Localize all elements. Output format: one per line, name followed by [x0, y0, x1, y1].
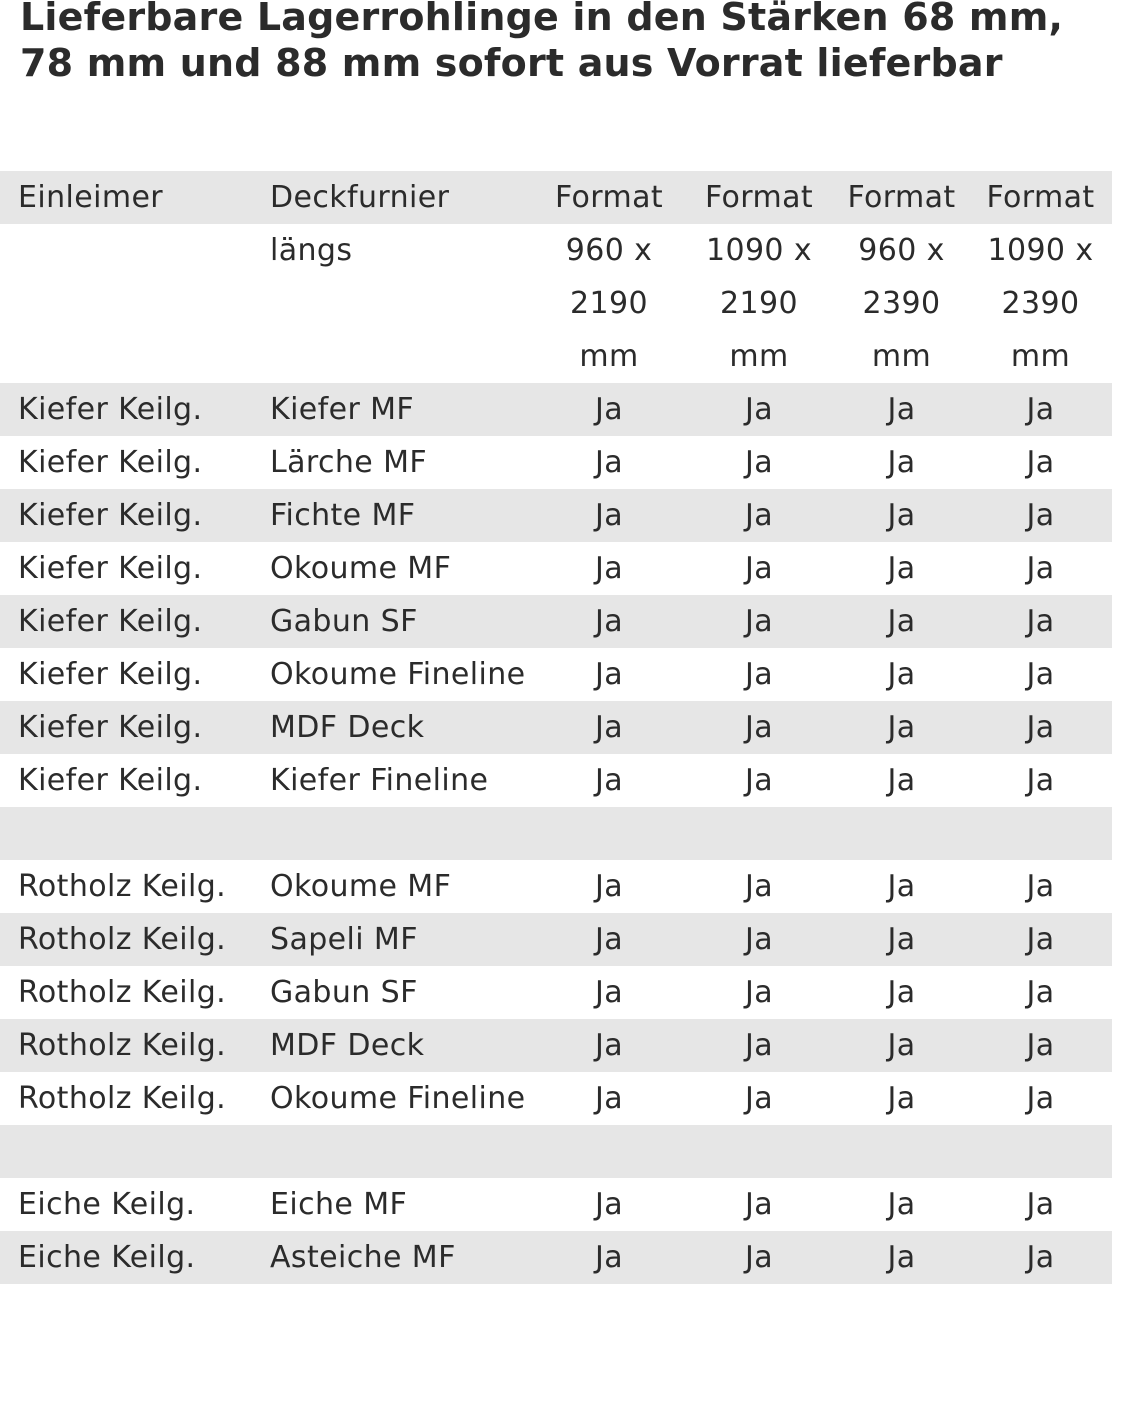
cell-format-2: Ja: [684, 913, 834, 966]
cell-format-3: Ja: [887, 1187, 916, 1222]
cell-format-4: Ja: [1026, 445, 1055, 480]
title-line-1: Lieferbare Lagerrohlinge in den Stärken 68 mm,: [20, 0, 1064, 39]
header-format-1: Format: [534, 171, 684, 224]
cell-format-2: Ja: [684, 1019, 834, 1072]
cell-deckfurnier: Kiefer Fineline: [270, 763, 489, 798]
cell-einleimer: Kiefer Keilg.: [0, 701, 252, 754]
cell-einleimer: Kiefer Keilg.: [0, 595, 252, 648]
cell-format-1: Ja: [534, 701, 684, 754]
cell-deckfurnier: Sapeli MF: [252, 913, 534, 966]
cell-format-1: Ja: [594, 1081, 624, 1116]
cell-deckfurnier: Asteiche MF: [252, 1231, 534, 1284]
cell-deckfurnier: Kiefer MF: [252, 383, 534, 436]
cell-format-2: Ja: [744, 657, 774, 692]
cell-format-2: [684, 1125, 834, 1178]
header-format-4-size: [969, 224, 1112, 383]
cell-deckfurnier: MDF Deck: [252, 701, 534, 754]
cell-einleimer: Rotholz Keilg.: [0, 913, 252, 966]
format-4-height: 2390: [1001, 286, 1080, 321]
table-row: [0, 383, 1112, 436]
cell-format-2: [684, 807, 834, 860]
title-line-2: 78 mm und 88 mm sofort aus Vorrat lieferbar: [20, 41, 1003, 85]
table-row: [0, 1231, 1112, 1284]
table-row: [0, 1019, 1112, 1072]
format-3-height: 2390: [862, 286, 941, 321]
cell-format-4: Ja: [1026, 869, 1055, 904]
format-2-width: 1090 x: [705, 233, 813, 268]
cell-format-4: Ja: [969, 701, 1112, 754]
format-4-width: 1090 x: [987, 233, 1094, 268]
table-row: [0, 648, 1112, 701]
cell-format-3: Ja: [834, 489, 969, 542]
header-format-3: Format: [834, 171, 969, 224]
cell-format-4: Ja: [1026, 551, 1055, 586]
cell-einleimer: Kiefer Keilg.: [18, 551, 203, 586]
cell-deckfurnier: Okoume MF: [270, 551, 452, 586]
header-format-4: Format: [969, 171, 1112, 224]
cell-format-4: Ja: [1026, 975, 1055, 1010]
cell-einleimer: Eiche Keilg.: [0, 1231, 252, 1284]
header-format-2-size: [684, 224, 834, 383]
cell-format-1: Ja: [534, 383, 684, 436]
cell-format-2: Ja: [744, 763, 774, 798]
cell-format-1: Ja: [534, 1231, 684, 1284]
table-row: [0, 701, 1112, 754]
table-row: [0, 807, 1112, 860]
table-row: [0, 595, 1112, 648]
cell-format-3: Ja: [834, 383, 969, 436]
cell-format-4: Ja: [969, 913, 1112, 966]
cell-format-2: Ja: [744, 445, 774, 480]
table-row: [0, 489, 1112, 542]
cell-format-3: Ja: [834, 1231, 969, 1284]
cell-einleimer: Kiefer Keilg.: [18, 445, 203, 480]
cell-deckfurnier: Lärche MF: [270, 445, 428, 480]
cell-format-4: Ja: [1026, 1081, 1055, 1116]
cell-format-1: Ja: [534, 1019, 684, 1072]
cell-deckfurnier: Okoume Fineline: [270, 657, 526, 692]
cell-format-4: Ja: [969, 595, 1112, 648]
cell-format-3: Ja: [834, 595, 969, 648]
cell-einleimer: Kiefer Keilg.: [0, 383, 252, 436]
cell-format-3: Ja: [834, 1019, 969, 1072]
cell-format-2: Ja: [684, 1231, 834, 1284]
cell-einleimer: Rotholz Keilg.: [0, 1019, 252, 1072]
cell-format-4: Ja: [1026, 1187, 1055, 1222]
cell-deckfurnier: Okoume MF: [270, 869, 452, 904]
cell-format-2: Ja: [744, 1081, 774, 1116]
cell-format-1: Ja: [594, 975, 624, 1010]
table-row: [0, 1178, 1112, 1231]
cell-format-3: Ja: [887, 975, 916, 1010]
cell-format-2: Ja: [684, 701, 834, 754]
format-2-unit: mm: [729, 339, 789, 374]
cell-format-1: Ja: [534, 595, 684, 648]
cell-deckfurnier: [252, 1125, 534, 1178]
cell-format-1: Ja: [594, 445, 624, 480]
header-format-2: Format: [684, 171, 834, 224]
cell-deckfurnier: MDF Deck: [252, 1019, 534, 1072]
cell-deckfurnier: Gabun SF: [252, 595, 534, 648]
table-body: [0, 383, 1112, 1284]
format-1-unit: mm: [579, 339, 639, 374]
format-3-unit: mm: [871, 339, 932, 374]
cell-format-1: Ja: [534, 489, 684, 542]
stock-table: [0, 171, 1112, 1284]
table-row: [0, 542, 1112, 595]
cell-format-2: Ja: [744, 975, 774, 1010]
cell-format-3: Ja: [887, 869, 916, 904]
cell-format-1: Ja: [534, 913, 684, 966]
cell-format-3: [834, 1125, 969, 1178]
cell-format-4: Ja: [969, 489, 1112, 542]
cell-format-2: Ja: [684, 595, 834, 648]
cell-deckfurnier: Eiche MF: [270, 1187, 408, 1222]
header-format-3-size: [834, 224, 969, 383]
cell-format-1: Ja: [594, 1187, 624, 1222]
cell-einleimer: [0, 1125, 252, 1178]
format-4-unit: mm: [1010, 339, 1071, 374]
table-row: [0, 1125, 1112, 1178]
cell-format-2: Ja: [684, 489, 834, 542]
cell-format-3: [834, 807, 969, 860]
cell-format-1: Ja: [594, 869, 624, 904]
cell-format-1: Ja: [594, 763, 624, 798]
cell-deckfurnier: Gabun SF: [270, 975, 418, 1010]
header-deckfurnier-detail: [252, 224, 534, 383]
cell-einleimer: Kiefer Keilg.: [0, 489, 252, 542]
cell-format-3: Ja: [887, 1081, 916, 1116]
cell-einleimer: Rotholz Keilg.: [18, 869, 227, 904]
cell-deckfurnier: [252, 807, 534, 860]
cell-format-3: Ja: [887, 551, 916, 586]
cell-format-1: [534, 807, 684, 860]
header-format-1-size: [534, 224, 684, 383]
table-row: [0, 860, 1112, 913]
header-deckfurnier-laengs: längs: [270, 233, 353, 268]
format-1-height: 2190: [570, 286, 648, 321]
cell-format-2: Ja: [744, 869, 774, 904]
cell-format-2: Ja: [744, 551, 774, 586]
cell-format-1: [534, 1125, 684, 1178]
cell-format-3: Ja: [887, 657, 916, 692]
cell-einleimer: Rotholz Keilg.: [18, 1081, 227, 1116]
header-deckfurnier: Deckfurnier: [252, 171, 534, 224]
cell-format-4: [969, 1125, 1112, 1178]
cell-format-3: Ja: [887, 445, 916, 480]
header-row: [0, 171, 1112, 224]
cell-einleimer: Kiefer Keilg.: [18, 763, 203, 798]
header-einleimer: Einleimer: [0, 171, 252, 224]
cell-format-4: Ja: [969, 1019, 1112, 1072]
cell-format-4: [969, 807, 1112, 860]
cell-format-1: Ja: [594, 657, 624, 692]
table-row: [0, 966, 1112, 1019]
table-row: [0, 436, 1112, 489]
table-row: [0, 1072, 1112, 1125]
cell-format-4: Ja: [969, 1231, 1112, 1284]
cell-format-4: Ja: [1026, 763, 1055, 798]
header-detail-row: [0, 224, 1112, 383]
cell-format-3: Ja: [834, 701, 969, 754]
cell-format-3: Ja: [834, 913, 969, 966]
table-row: [0, 913, 1112, 966]
header-detail-empty: [0, 224, 252, 383]
cell-format-3: Ja: [887, 763, 916, 798]
cell-einleimer: Eiche Keilg.: [18, 1187, 196, 1222]
cell-format-2: Ja: [744, 1187, 774, 1222]
cell-einleimer: [0, 807, 252, 860]
cell-format-4: Ja: [969, 383, 1112, 436]
format-1-width: 960 x: [565, 233, 653, 268]
table-row: [0, 754, 1112, 807]
format-2-height: 2190: [720, 286, 798, 321]
cell-einleimer: Rotholz Keilg.: [18, 975, 227, 1010]
cell-deckfurnier: Okoume Fineline: [270, 1081, 526, 1116]
cell-format-1: Ja: [594, 551, 624, 586]
cell-deckfurnier: Fichte MF: [252, 489, 534, 542]
cell-einleimer: Kiefer Keilg.: [18, 657, 203, 692]
page-title: [20, 0, 1110, 86]
cell-format-4: Ja: [1026, 657, 1055, 692]
format-3-width: 960 x: [858, 233, 945, 268]
cell-format-2: Ja: [684, 383, 834, 436]
